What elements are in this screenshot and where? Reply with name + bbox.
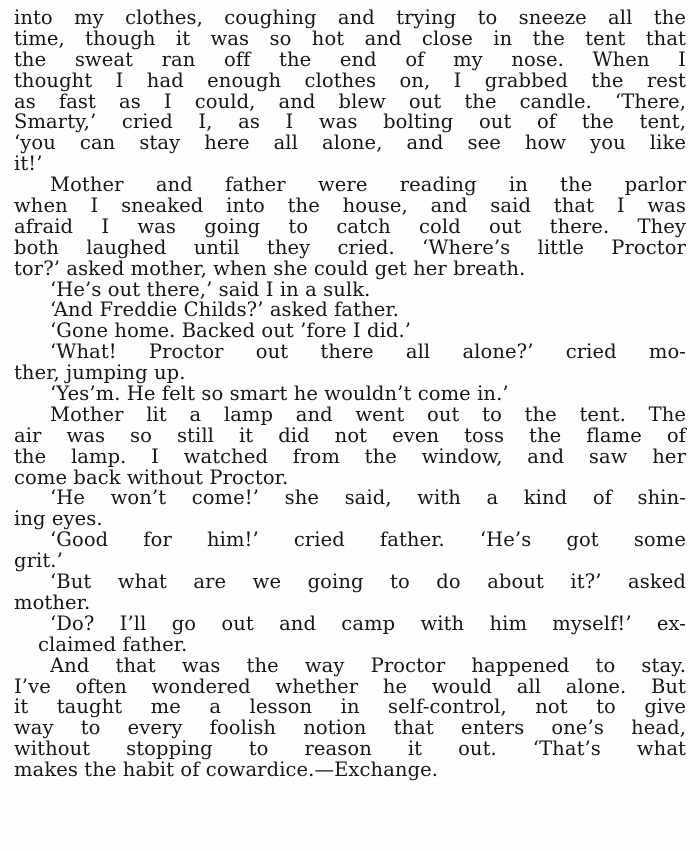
text-line: claimed father. xyxy=(38,632,188,656)
text-line: grit.’ xyxy=(14,549,63,573)
text-line: Mother and father were reading in the parlor xyxy=(50,173,686,197)
text-line: ‘Do? I’ll go out and camp with him myself!’ ex- xyxy=(50,611,686,635)
text-line: ther, jumping up. xyxy=(14,361,186,385)
text-line: it taught me a lesson in self-control, not to give xyxy=(14,695,686,719)
text-line: And that was the way Proctor happened to stay. xyxy=(50,653,686,677)
article-column xyxy=(14,8,686,781)
text-line: ing eyes. xyxy=(14,507,103,531)
text-line: ‘He’s out there,’ said I in a sulk. xyxy=(50,277,371,301)
text-line: ‘But what are we going to do about it?’ asked xyxy=(50,570,686,594)
text-line: I’ve often wondered whether he would all alone. But xyxy=(14,674,686,698)
text-line: mother. xyxy=(14,590,91,614)
text-line: ‘He won’t come!’ she said, with a kind of shin- xyxy=(50,486,686,510)
text-line: Mother lit a lamp and went out to the tent. The xyxy=(50,402,686,426)
text-line: come back without Proctor. xyxy=(14,465,289,489)
text-line: it!’ xyxy=(14,152,43,176)
text-line: as fast as I could, and blew out the candle. ‘There, xyxy=(14,89,686,113)
text-line: ‘And Freddie Childs?’ asked father. xyxy=(50,298,399,322)
text-line: way to every foolish notion that enters one’s head, xyxy=(14,716,686,740)
text-line: both laughed until they cried. ‘Where’s little Proctor xyxy=(14,235,686,259)
text-line: afraid I was going to catch cold out there. They xyxy=(14,214,686,238)
text-line: without stopping to reason it out. ‘That’s what xyxy=(14,737,686,761)
text-line: ‘Good for him!’ cried father. ‘He’s got some xyxy=(50,528,686,552)
text-line: tor?’ asked mother, when she could get her breath. xyxy=(14,256,526,280)
text-line: ‘Gone home. Backed out ’fore I did.’ xyxy=(50,319,412,343)
text-line: air was so still it did not even toss the flame of xyxy=(14,423,686,447)
text-line: when I sneaked into the house, and said that I was xyxy=(14,194,686,218)
text-line: the sweat ran off the end of my nose. When I xyxy=(14,47,686,71)
text-line: makes the habit of cowardice.—Exchange. xyxy=(14,758,439,782)
text-line: time, though it was so hot and close in the tent that xyxy=(14,26,686,50)
text-line: ‘Yes’m. He felt so smart he wouldn’t come in.’ xyxy=(50,382,509,406)
text-line: into my clothes, coughing and trying to sneeze all the xyxy=(14,6,686,29)
text-line: the lamp. I watched from the window, and saw her xyxy=(14,444,686,468)
text-line: ‘What! Proctor out there all alone?’ cried mo- xyxy=(50,340,686,364)
text-line: Smarty,’ cried I, as I was bolting out of the tent, xyxy=(14,110,686,134)
text-line: ‘you can stay here all alone, and see how you like xyxy=(14,131,686,155)
text-line: thought I had enough clothes on, I grabbed the rest xyxy=(14,68,686,92)
